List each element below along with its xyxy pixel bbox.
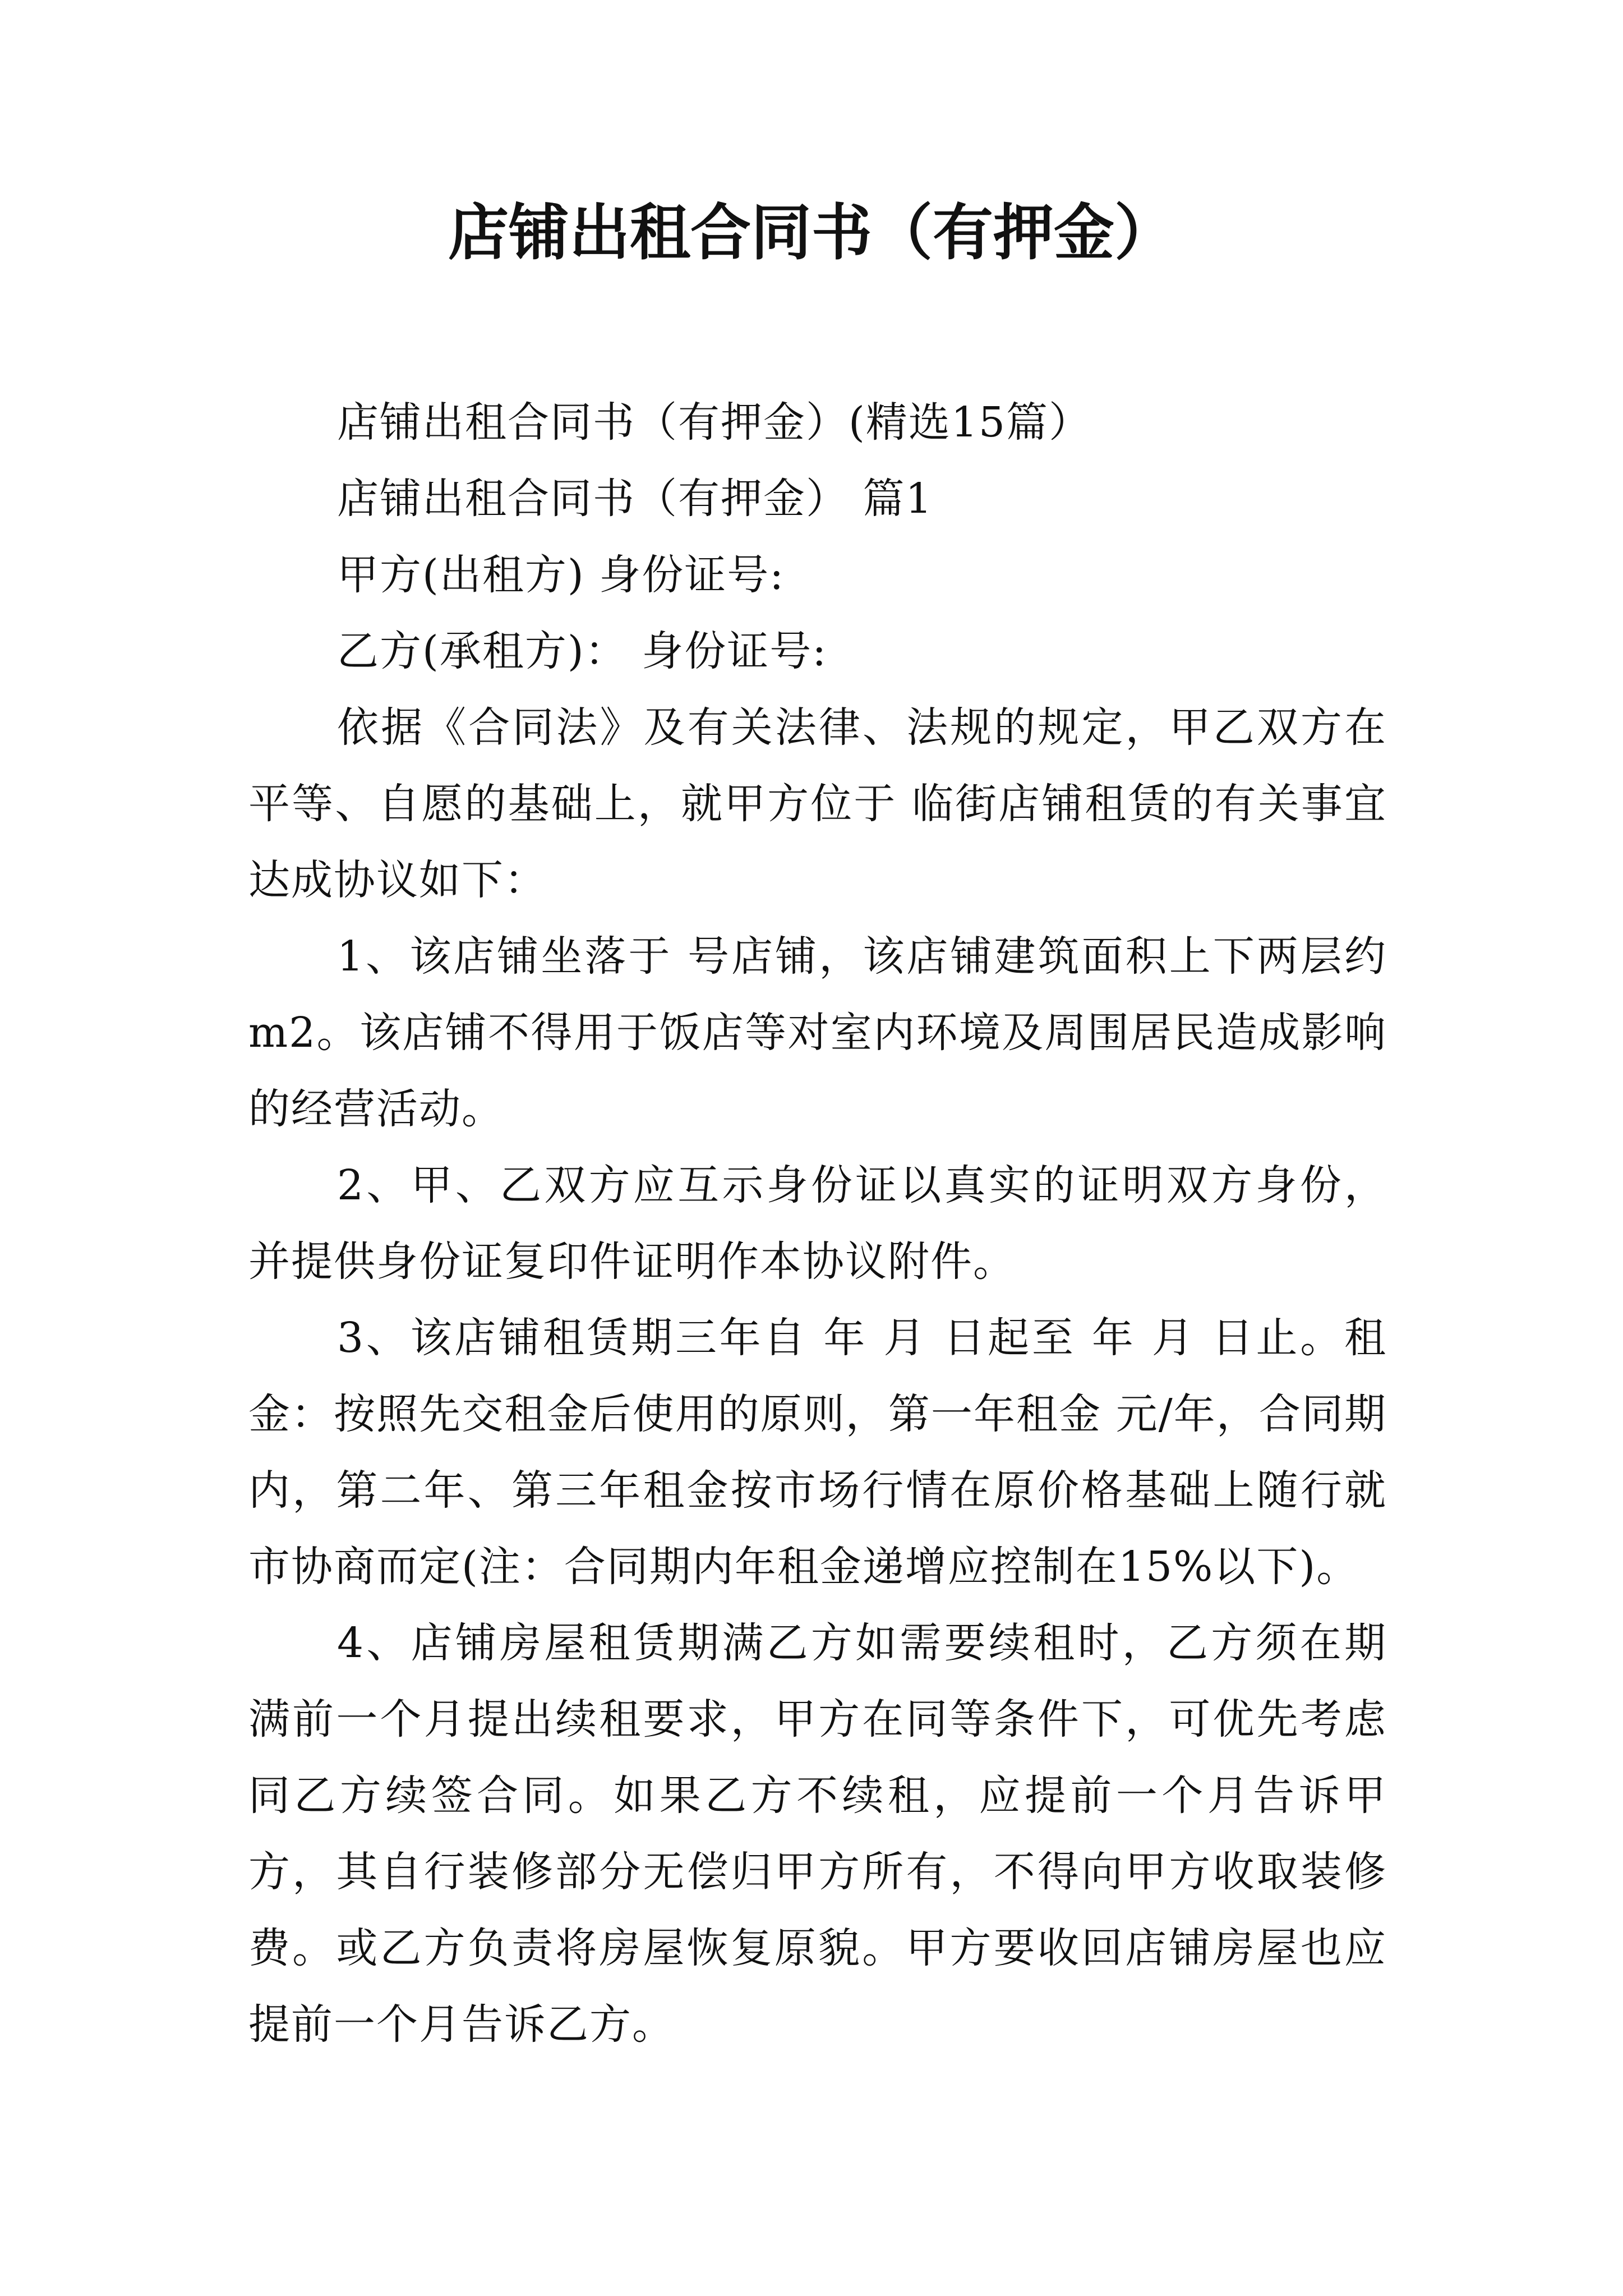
clause-3: 3、该店铺租赁期三年自 年 月 日起至 年 月 日止。租金：按照先交租金后使用的原则，第一年租金 元/年，合同期内，第二年、第三年租金按市场行情在原价格基础上随行就市协商而定(注：合同期内年租金递增应控制在15%以下)。 xyxy=(248,1314,1387,1591)
party-b-line: 乙方(承租方)： 身份证号: xyxy=(337,627,828,675)
preamble-paragraph: 依据《合同法》及有关法律、法规的规定，甲乙双方在平等、自愿的基础上，就甲方位于 临街店铺租赁的有关事宜达成协议如下： xyxy=(248,703,1387,904)
clause-4: 4、店铺房屋租赁期满乙方如需要续租时，乙方须在期满前一个月提出续租要求，甲方在同等条件下，可优先考虑同乙方续签合同。如果乙方不续租，应提前一个月告诉甲方，其自行装修部分无偿归甲方所有，不得向甲方收取装修费。或乙方负责将房屋恢复原貌。甲方要收回店铺房屋也应提前一个月告诉乙方。 xyxy=(248,1619,1387,2049)
clause-1: 1、该店铺坐落于 号店铺，该店铺建筑面积上下两层约m2。该店铺不得用于饭店等对室内环境及周围居民造成影响的经营活动。 xyxy=(248,932,1387,1133)
section-heading: 店铺出租合同书（有押金） 篇1 xyxy=(337,475,933,523)
clause-2: 2、甲、乙双方应互示身份证以真实的证明双方身份，并提供身份证复印件证明作本协议附件。 xyxy=(248,1161,1387,1286)
party-a-line: 甲方(出租方) 身份证号: xyxy=(337,551,785,599)
subtitle-paragraph: 店铺出租合同书（有押金）(精选15篇） xyxy=(337,398,1092,447)
document-title: 店铺出租合同书（有押金） xyxy=(448,197,1175,268)
document-body xyxy=(248,384,1387,2063)
